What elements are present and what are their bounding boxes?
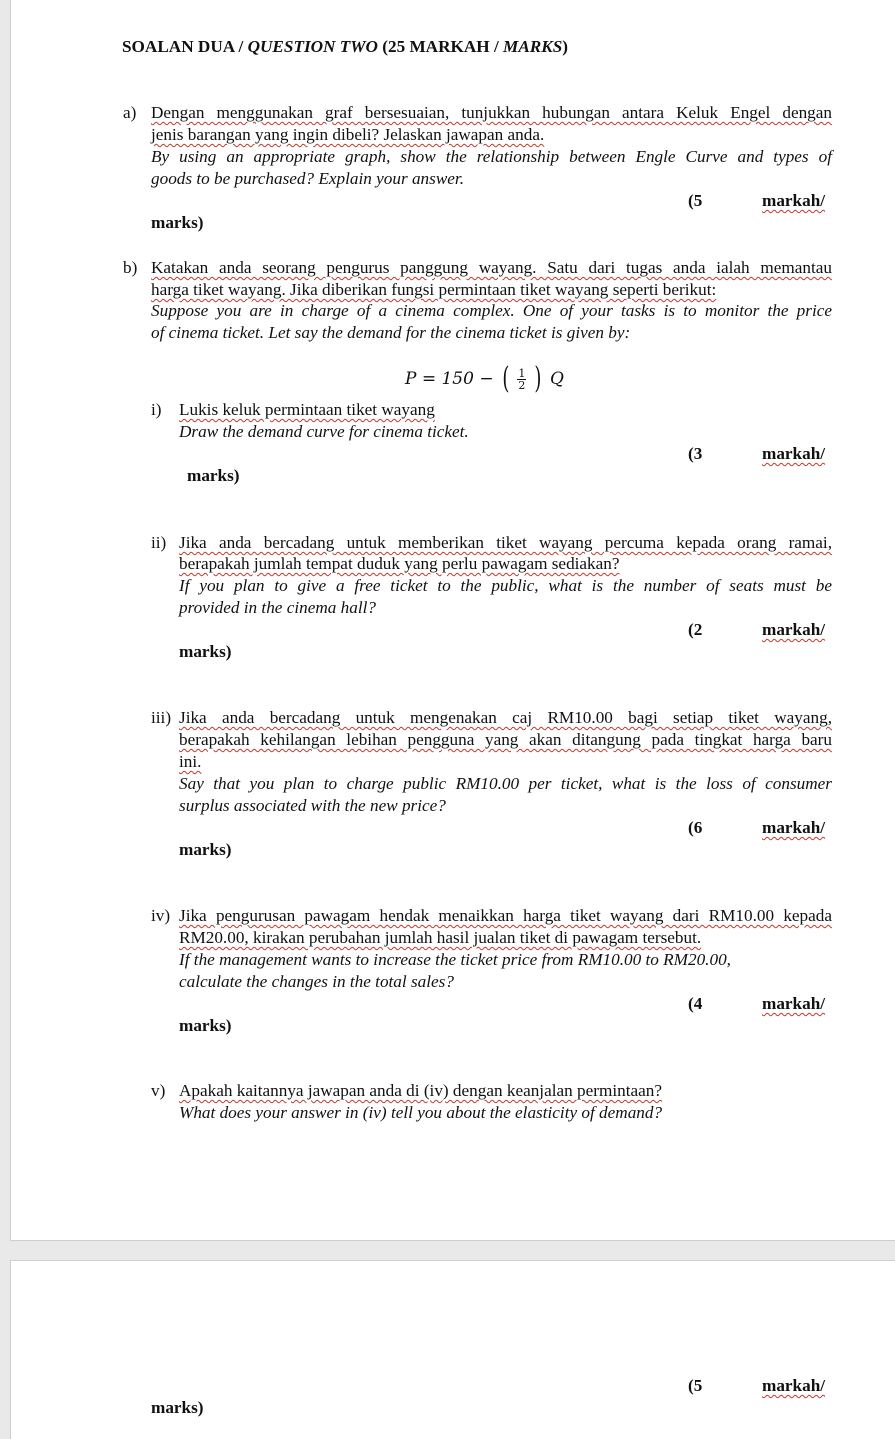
question-i-english: Draw the demand curve for cinema ticket. [179, 422, 469, 441]
question-a-malay-line1: Dengan menggunakan graf bersesuaian, tunjukkan hubungan antara Keluk Engel dengan [151, 103, 832, 122]
document-page-1 [10, 0, 895, 1241]
question-a-marks-markah: markah/ [762, 191, 826, 210]
question-iii-marks-close: marks) [179, 840, 232, 859]
question-i-malay: Lukis keluk permintaan tiket wayang [179, 400, 435, 419]
document-page-2 [10, 1260, 895, 1439]
formula-lhs: P = 150 − [405, 369, 494, 389]
question-ii-marks-markah: markah/ [762, 620, 826, 639]
question-v-english: What does your answer in (iv) tell you about the elasticity of demand? [179, 1103, 663, 1122]
question-v-malay: Apakah kaitannya jawapan anda di (iv) dengan keanjalan permintaan? [179, 1081, 662, 1100]
question-iii-malay-line2: berapakah kehilangan lebihan pengguna yang akan ditangung pada tingkat harga baru [179, 730, 832, 749]
question-i-marks-close: marks) [187, 466, 240, 485]
question-i-label: i) [151, 400, 162, 419]
question-b-label: b) [123, 258, 138, 277]
question-v-marks-markah: markah/ [762, 1376, 826, 1395]
question-iii-english-line2: surplus associated with the new price? [179, 796, 446, 815]
demand-formula [405, 361, 564, 396]
question-title: SOALAN DUA / QUESTION TWO (25 MARKAH / MARKS) [122, 37, 568, 56]
question-iv-marks-markah: markah/ [762, 994, 826, 1013]
question-b-malay-line2: harga tiket wayang. Jika diberikan fungsi permintaan tiket wayang seperti berikut: [151, 280, 717, 299]
question-a-english-line1: By using an appropriate graph, show the relationship between Engle Curve and types of [151, 147, 832, 166]
question-ii-malay-line1: Jika anda bercadang untuk memberikan tiket wayang percuma kepada orang ramai, [179, 533, 832, 552]
question-iii-marks-open: (6 [688, 818, 703, 837]
question-iii-malay-line1: Jika anda bercadang untuk mengenakan caj RM10.00 bagi setiap tiket wayang, [179, 708, 832, 727]
question-v-marks-close: marks) [151, 1398, 204, 1417]
question-b-english-line1: Suppose you are in charge of a cinema complex. One of your tasks is to monitor the price [151, 301, 832, 320]
question-iv-english-line2: calculate the changes in the total sales? [179, 972, 454, 991]
question-b-english-line2: of cinema ticket. Let say the demand for the cinema ticket is given by: [151, 323, 631, 342]
question-v-label: v) [151, 1081, 166, 1100]
question-iv-english-line1: If the management wants to increase the ticket price from RM10.00 to RM20.00, [179, 950, 731, 969]
question-i-marks-open: (3 [688, 444, 703, 463]
question-iii-english-line1: Say that you plan to charge public RM10.00 per ticket, what is the loss of consumer [179, 774, 832, 793]
formula-right-paren: ) [534, 361, 542, 396]
question-a-label: a) [123, 103, 137, 122]
question-ii-english-line2: provided in the cinema hall? [179, 598, 376, 617]
formula-left-paren: ( [501, 361, 509, 396]
formula-numerator: 1 [518, 366, 526, 380]
question-ii-marks-open: (2 [688, 620, 703, 639]
question-ii-marks-close: marks) [179, 642, 232, 661]
question-iii-marks-markah: markah/ [762, 818, 826, 837]
question-v-marks-open: (5 [688, 1376, 703, 1395]
question-iii-malay-line3: ini. [179, 752, 202, 771]
question-a-marks-close: marks) [151, 213, 204, 232]
question-iv-marks-open: (4 [688, 994, 703, 1013]
question-ii-malay-line2: berapakah jumlah tempat duduk yang perlu pawagam sediakan? [179, 554, 620, 573]
formula-denominator: 2 [518, 378, 526, 392]
question-iv-marks-close: marks) [179, 1016, 232, 1035]
question-ii-label: ii) [151, 533, 167, 552]
formula-fraction [517, 368, 526, 391]
question-iii-label: iii) [151, 708, 172, 727]
formula-variable: Q [550, 369, 564, 389]
question-iv-label: iv) [151, 906, 171, 925]
question-i-marks-markah: markah/ [762, 444, 826, 463]
question-a-english-line2: goods to be purchased? Explain your answer. [151, 169, 465, 188]
question-a-malay-line2: jenis barangan yang ingin dibeli? Jelaskan jawapan anda. [151, 125, 545, 144]
question-iv-malay-line1: Jika pengurusan pawagam hendak menaikkan harga tiket wayang dari RM10.00 kepada [179, 906, 832, 925]
question-a-marks-open: (5 [688, 191, 703, 210]
question-b-malay-line1: Katakan anda seorang pengurus panggung wayang. Satu dari tugas anda ialah memantau [151, 258, 832, 277]
question-ii-english-line1: If you plan to give a free ticket to the public, what is the number of seats must be [179, 576, 832, 595]
question-iv-malay-line2: RM20.00, kirakan perubahan jumlah hasil jualan tiket di pawagam tersebut. [179, 928, 702, 947]
